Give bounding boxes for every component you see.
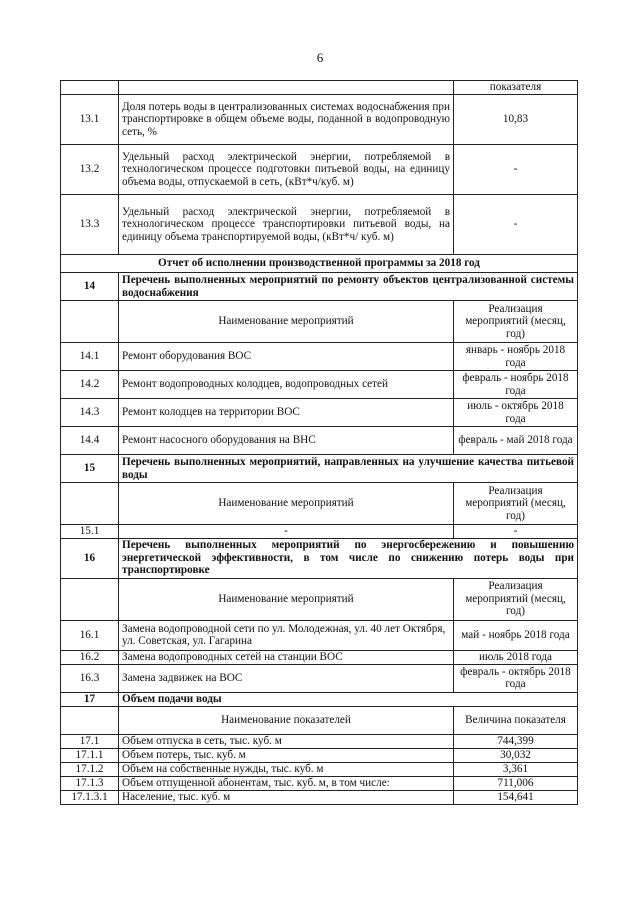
row-name: Доля потерь воды в централизованных системах водоснабжения при транспортировке в общем объеме воды, поданной в водопроводную сеть, %: [119, 95, 454, 145]
row-value: -: [454, 145, 578, 195]
table-row: [61, 748, 578, 762]
row-name: Ремонт водопроводных колодцев, водопроводных сетей: [119, 371, 454, 399]
column-header-name: Наименование мероприятий: [119, 483, 454, 525]
row-value: 744,399: [454, 734, 578, 748]
row-value: -: [454, 195, 578, 255]
row-number: 17.1.2: [61, 762, 119, 776]
row-name: -: [119, 525, 454, 539]
table-row: [61, 371, 578, 399]
row-number: 13.2: [61, 145, 119, 195]
column-header-name: Наименование мероприятий: [119, 578, 454, 620]
column-header-value: Реализация мероприятий (месяц, год): [454, 301, 578, 343]
row-number: 17.1: [61, 734, 119, 748]
table-row: [61, 650, 578, 664]
row-name: Удельный расход электрической энергии, потребляемой в технологическом процессе транспортировки питьевой воды, на единицу объема транспортируемой воды, (кВт*ч/ куб. м): [119, 195, 454, 255]
column-header-value: Реализация мероприятий (месяц, год): [454, 483, 578, 525]
table-row: [61, 525, 578, 539]
table-row: [61, 255, 578, 273]
row-number: 17.1.1: [61, 748, 119, 762]
row-number: 16.2: [61, 650, 119, 664]
section-number: 14: [61, 273, 119, 301]
section-number: 15: [61, 455, 119, 483]
row-value: -: [454, 525, 578, 539]
table-row: [61, 273, 578, 301]
page-number: 6: [316, 50, 324, 65]
table-row: [61, 343, 578, 371]
row-number: 14.2: [61, 371, 119, 399]
column-header-value: Реализация мероприятий (месяц, год): [454, 578, 578, 620]
row-value: февраль - май 2018 года: [454, 427, 578, 455]
row-value: 10,83: [454, 95, 578, 145]
table-row: [61, 790, 578, 804]
row-number: 16.1: [61, 620, 119, 650]
row-value: февраль - октябрь 2018 года: [454, 664, 578, 692]
row-name: Замена задвижек на ВОС: [119, 664, 454, 692]
table-row: [61, 538, 578, 578]
row-number: 16.3: [61, 664, 119, 692]
row-value: июль - октябрь 2018 года: [454, 399, 578, 427]
row-name: Удельный расход электрической энергии, потребляемой в технологическом процессе подготовки питьевой воды, на единицу объема воды, отпускаемой в сеть, (кВт*ч/куб. м): [119, 145, 454, 195]
row-value: 154,641: [454, 790, 578, 804]
table-row: [61, 706, 578, 734]
table-row: [61, 734, 578, 748]
table-row: [61, 578, 578, 620]
table-row: [61, 399, 578, 427]
column-header-name: Наименование мероприятий: [119, 301, 454, 343]
value-header-cont: показателя: [454, 81, 578, 95]
table-row: [61, 427, 578, 455]
program-table: [60, 80, 578, 805]
section-title: Объем подачи воды: [119, 692, 578, 706]
table-row: [61, 664, 578, 692]
row-name: Объем на собственные нужды, тыс. куб. м: [119, 762, 454, 776]
row-value: 3,361: [454, 762, 578, 776]
section-number: 17: [61, 692, 119, 706]
row-value: май - ноябрь 2018 года: [454, 620, 578, 650]
row-number: 17.1.3: [61, 776, 119, 790]
report-heading: Отчет об исполнении производственной программы за 2018 год: [61, 255, 578, 273]
section-title: Перечень выполненных мероприятий по энергосбережению и повышению энергетической эффективности, в том числе по снижению потерь воды при транспортировке: [119, 538, 578, 578]
row-value: 30,032: [454, 748, 578, 762]
row-value: 711,006: [454, 776, 578, 790]
row-number: 14.3: [61, 399, 119, 427]
row-value: июль 2018 года: [454, 650, 578, 664]
row-number: 14.4: [61, 427, 119, 455]
table-row: [61, 95, 578, 145]
row-number: 13.1: [61, 95, 119, 145]
row-number: 17.1.3.1: [61, 790, 119, 804]
row-value: февраль - ноябрь 2018 года: [454, 371, 578, 399]
table-row: [61, 145, 578, 195]
row-name: Ремонт колодцев на территории ВОС: [119, 399, 454, 427]
row-name: Ремонт насосного оборудования на ВНС: [119, 427, 454, 455]
row-name: Объем отпущенной абонентам, тыс. куб. м, в том числе:: [119, 776, 454, 790]
column-header-name: Наименование показателей: [119, 706, 454, 734]
table-row: [61, 692, 578, 706]
row-number: 14.1: [61, 343, 119, 371]
row-number: 13.3: [61, 195, 119, 255]
row-name: Ремонт оборудования ВОС: [119, 343, 454, 371]
row-number: 15.1: [61, 525, 119, 539]
table-row: [61, 483, 578, 525]
row-name: Объем потерь, тыс. куб. м: [119, 748, 454, 762]
row-name: Население, тыс. куб. м: [119, 790, 454, 804]
row-value: январь - ноябрь 2018 года: [454, 343, 578, 371]
section-title: Перечень выполненных мероприятий, направленных на улучшение качества питьевой воды: [119, 455, 578, 483]
section-number: 16: [61, 538, 119, 578]
table-row: [61, 455, 578, 483]
table-row: [61, 620, 578, 650]
table-row: [61, 762, 578, 776]
table-row: [61, 301, 578, 343]
table-row: [61, 195, 578, 255]
row-name: Замена водопроводных сетей на станции ВОС: [119, 650, 454, 664]
row-name: Объем отпуска в сеть, тыс. куб. м: [119, 734, 454, 748]
column-header-value: Величина показателя: [454, 706, 578, 734]
row-name: Замена водопроводной сети по ул. Молодежная, ул. 40 лет Октября, ул. Советская, ул. Гагарина: [119, 620, 454, 650]
table-row: [61, 81, 578, 95]
section-title: Перечень выполненных мероприятий по ремонту объектов централизованной системы водоснабжения: [119, 273, 578, 301]
table-row: [61, 776, 578, 790]
